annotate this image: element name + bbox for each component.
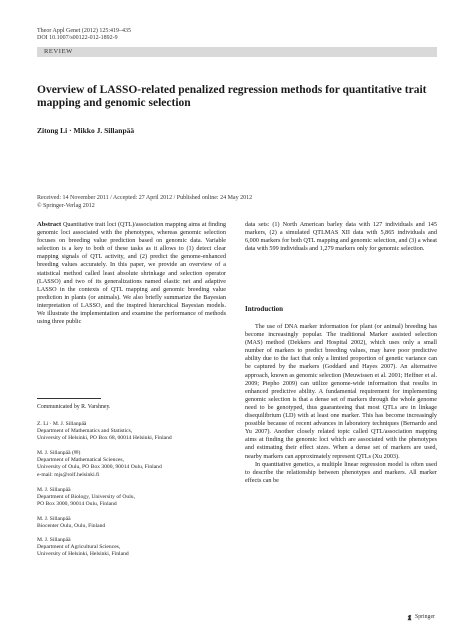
publisher-name: Springer	[415, 614, 435, 620]
affiliation-line: Biocenter Oulu, Oulu, Finland	[37, 523, 106, 530]
doi: DOI 10.1007/s00122-012-1892-9	[37, 35, 118, 41]
publisher-logo	[406, 613, 435, 621]
affiliation-line: Department of Mathematical Sciences,	[37, 457, 124, 464]
author-list: Zitong Li · Mikko J. Sillanpää	[37, 126, 135, 135]
abstract-label: Abstract	[37, 221, 62, 228]
affiliation-line: University of Helsinki, PO Box 68, 00014 Helsinki, Finland	[37, 435, 172, 442]
footnote-rule	[37, 398, 101, 399]
journal-citation: Theor Appl Genet (2012) 125:419–435	[37, 28, 131, 34]
affiliation-line: Department of Biology, University of Oulu,	[37, 494, 135, 501]
affiliation-5	[37, 537, 226, 559]
affiliation-line: University of Helsinki, Helsinki, Finland	[37, 551, 129, 558]
affiliation-names: M. J. Sillanpää	[37, 516, 71, 522]
introduction-heading: Introduction	[245, 305, 283, 313]
introduction-paragraph: In quantitative genetics, a multiple linear regression model is often used to describe the relationship between phenotypes and markers. All marker effects can be	[245, 460, 437, 484]
publication-dates	[37, 194, 252, 210]
abstract-text: Quantitative trait loci (QTL)/association mapping aims at finding genomic loci associated with the phenotypes, whereas genomic selection focuses on breeding value prediction based on genomic data. Variable selection is a key to both of these tasks as it allows to (1) detect clear mapping signals of QTL activity, and (2) predict the genome-enhanced breeding values accurately. In this paper, we provide an overview of a statistical method called least absolute shrinkage and selection operator (LASSO) and two of its generalizations named elastic net and adaptive LASSO in the contexts of QTL mapping and genomic breeding value prediction in plants (or animals). We also briefly summarize the Bayesian interpretation of LASSO, and the inspired hierarchical Bayesian models. We illustrate the implementation and examine the performance of methods using three public	[37, 221, 227, 326]
affiliation-names: M. J. Sillanpää	[37, 487, 71, 493]
introduction-body	[245, 323, 437, 485]
knight-icon	[406, 614, 413, 621]
affiliation-4	[37, 516, 226, 530]
abstract-continuation-column	[245, 221, 437, 253]
history-dates: Received: 14 November 2011 / Accepted: 27 April 2012 / Published online: 24 May 2012	[37, 195, 253, 201]
abstract-column	[37, 221, 226, 326]
communicated-by: Communicated by R. Varshney.	[37, 404, 111, 410]
affiliation-names: M. J. Sillanpää (✉)	[37, 450, 81, 456]
affiliation-line: PO Box 3000, 90014 Oulu, Finland	[37, 501, 117, 508]
copyright: © Springer-Verlag 2012	[37, 203, 95, 209]
email-link[interactable]: e-mail: mjs@rolf.helsinki.fi	[37, 471, 100, 478]
abstract	[37, 221, 226, 326]
affiliation-line: University of Oulu, PO Box 3000, 90014 Oulu, Finland	[37, 464, 162, 471]
affiliation-3	[37, 487, 226, 509]
affiliation-line: Department of Agricultural Sciences,	[37, 544, 121, 551]
affiliation-names: M. J. Sillanpää	[37, 537, 71, 543]
affiliation-1	[37, 421, 226, 443]
introduction-paragraph: The use of DNA marker information for plant (or animal) breeding has become increasingly popular. The traditional Marker assisted selection (MAS) method (Dekkers and Hospital 2002), which uses only a small number of markers to predict breeding values, may have poor predictive ability due to the fact that only a limited proportion of genetic variance can be captured by the markers (Goddard and Hayes 2007). An alternative approach, known as genomic selection (Meuwissen et al. 2001; Heffner et al. 2009; Piepho 2009) can utilize genome-wide information that results in enhanced predictive ability. A fundamental requirement for implementing genomic selection is that a dense set of markers through the whole genome need to be genotyped, thus guaranteeing that most QTLs are in linkage disequilibrium (LD) with at least one marker. This has become increasingly possible because of recent advances in laboratory techniques (Bernardo and Yu 2007). Another closely related topic called QTL/association mapping aims at finding the genomic loci which are associated with the phenotypes and estimating their effect sizes. When a dense set of markers are used, nearby markers can approximately represent QTLs (Xu 2003).	[245, 323, 437, 460]
article-title: Overview of LASSO-related penalized regression methods for quantitative trait mapping and genomic selection	[37, 84, 427, 109]
section-tag: REVIEW	[37, 47, 437, 57]
abstract-continuation: data sets: (1) North American barley data with 127 individuals and 145 markers, (2) a simulated QTLMAS XII data with 5,865 individuals and 6,000 markers for both QTL mapping and genomic selection, and (3) a wheat data with 599 individuals and 1,279 markers only for genomic selection.	[245, 221, 437, 253]
affiliation-line: Department of Mathematics and Statistics,	[37, 428, 133, 435]
affiliation-names: Z. Li · M. J. Sillanpää	[37, 421, 87, 427]
affiliation-2	[37, 450, 226, 479]
